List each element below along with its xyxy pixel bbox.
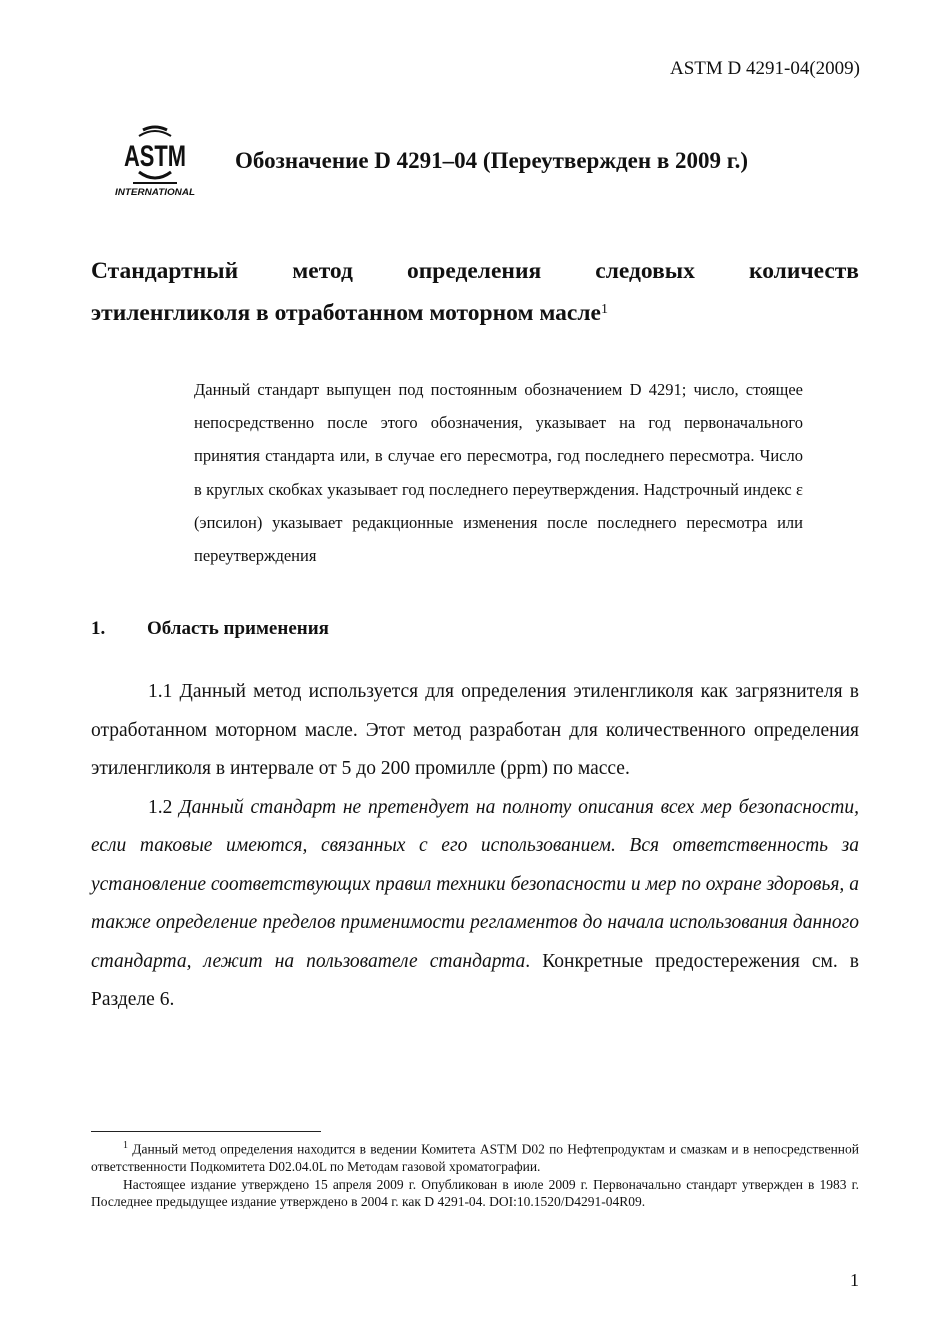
logo-letters: ASTM [124, 140, 186, 173]
designation-notice [158, 373, 803, 572]
title-word: количеств [748, 258, 859, 284]
paragraph-1-1: 1.1 Данный метод используется для определения этиленгликоля как загрязнителя в отработанном моторном масле. Этот метод разработан для количественного определения этиленгликоля в интервале от 5 до 200 промилле (ppm) по массе. [91, 681, 859, 779]
document-title [91, 250, 859, 334]
paragraph-1-2-number: 1.2 [148, 796, 180, 818]
paragraph-1-2-italic: Данный стандарт не претендует на полноту описания всех мер безопасности, если таковые имеются, связанных с его использованием. Вся ответственность за установление соответствующих правил техники безопасности и мер по охране здоровья, а также определение пределов применимости регламентов до начала использования данного стандарта, лежит на пользователе стандарта [91, 796, 859, 972]
logo-caption: INTERNATIONAL [115, 187, 196, 198]
notice-text: Данный стандарт выпущен под постоянным обозначением D 4291; число, стоящее непосредственно после этого обозначения, указывает на год первоначального принятия стандарта или, в случае его пересмотра, год последнего пересмотра. Число в круглых скобках указывает год последнего переутверждения. Надстрочный индекс ε (эпсилон) указывает редакционные изменения после последнего пересмотра или переутверждения [194, 380, 803, 566]
standard-code-header: ASTM D 4291-04(2009) [670, 58, 860, 79]
section-number: 1. [91, 618, 106, 639]
paragraph-1-2-rest: . Конкретные предостережения см. в Разделе 6. [91, 950, 859, 1010]
footnote-1 [91, 1137, 859, 1176]
section-title: Область применения [147, 618, 329, 639]
astm-logo [113, 126, 197, 198]
designation-heading: Обозначение D 4291–04 (Переутвержден в 2009 г.) [235, 148, 749, 173]
title-word: следовых [595, 258, 695, 284]
title-word: метод [292, 258, 353, 284]
title-line-2-text: этиленгликоля в отработанном моторном масле [91, 300, 601, 326]
section-body [91, 673, 859, 1020]
footnote-divider [91, 1131, 321, 1132]
footnote-2: Настоящее издание утверждено 15 апреля 2009 г. Опубликован в июле 2009 г. Первоначально стандарт утвержден в 1983 г. Последнее предыдущее издание утверждено в 2004 г. как D 4291-04. DOI:10.1520/D4291-04R09. [91, 1176, 859, 1209]
title-word: Стандартный [91, 258, 239, 284]
page-number: 1 [850, 1270, 859, 1290]
title-line-1 [91, 250, 859, 292]
footnote-1-text: Данный метод определения находится в ведении Комитета ASTM D02 по Нефтепродуктам и смазкам и в непосредственной ответственности Подкомитета D02.04.0L по Методам газовой хроматографии. [91, 1141, 859, 1174]
footnote-mark: 1 [123, 1140, 128, 1151]
section-heading [91, 618, 329, 640]
title-line-2 [91, 292, 859, 334]
title-footnote-mark: 1 [600, 302, 608, 317]
footnotes [91, 1137, 859, 1211]
paragraph-1-2 [91, 789, 859, 1020]
title-word: определения [406, 258, 542, 284]
